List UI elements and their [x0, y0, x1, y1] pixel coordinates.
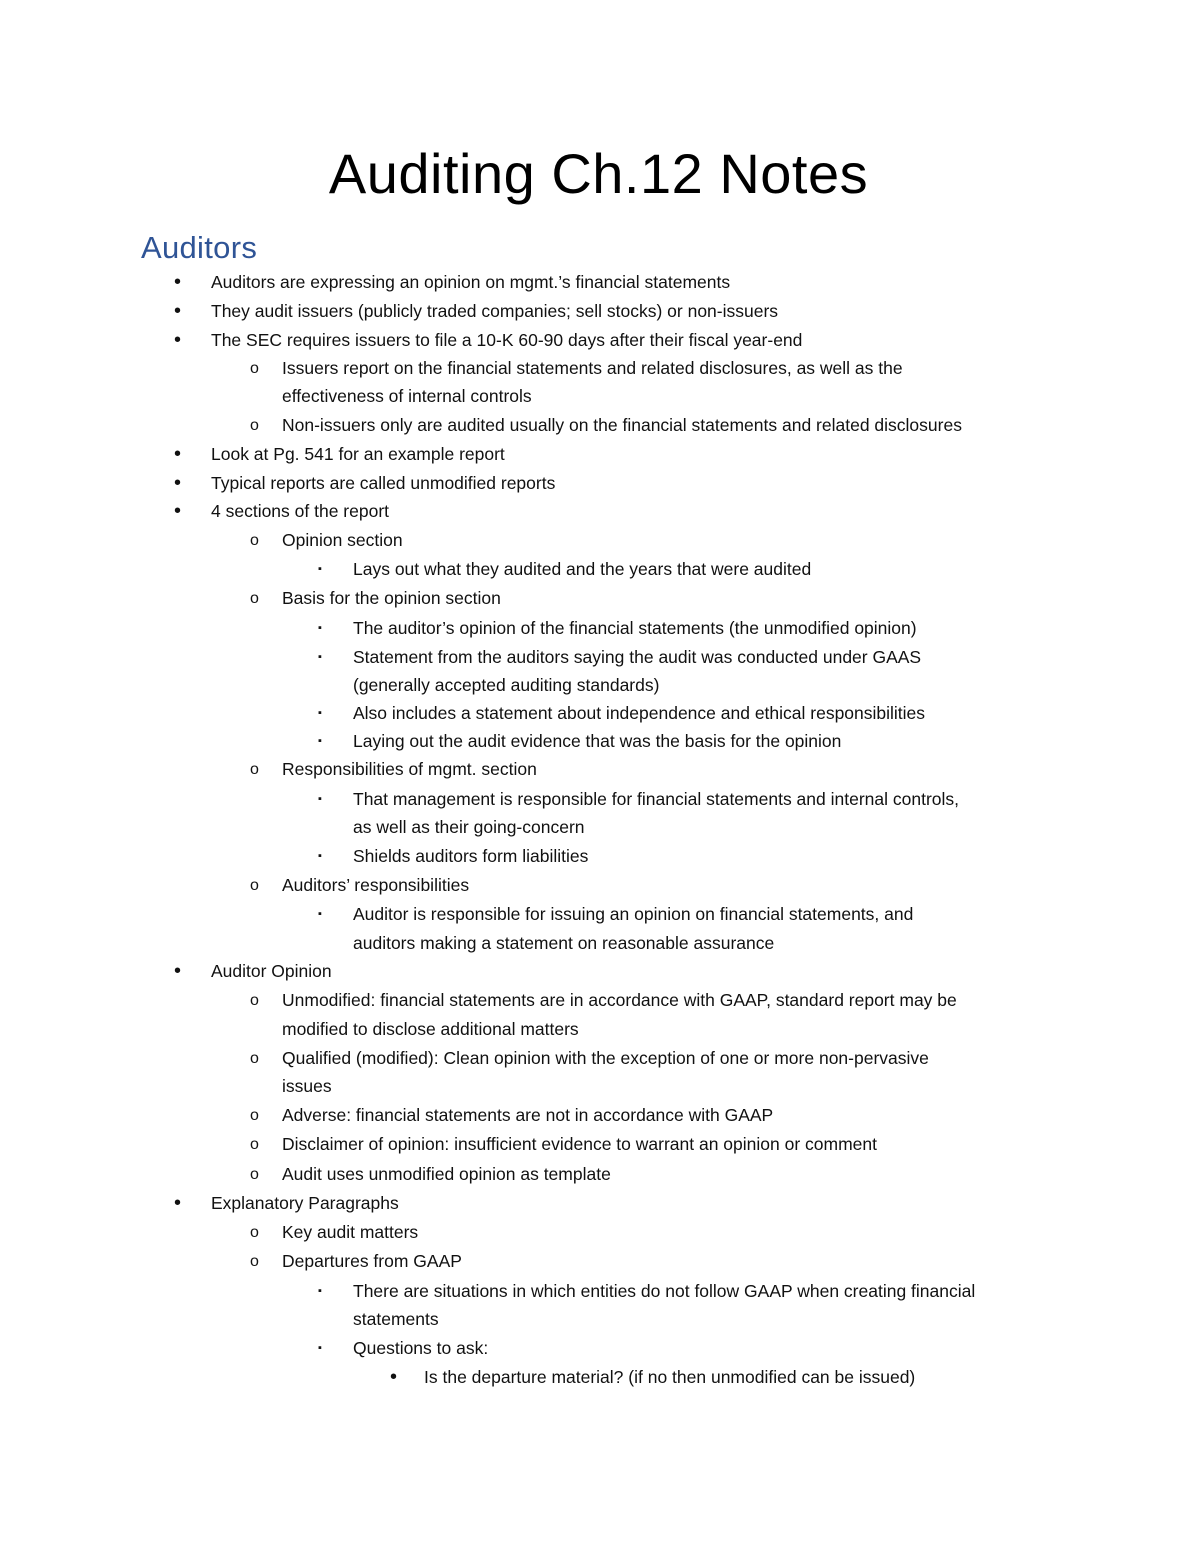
list-item: The SEC requires issuers to file a 10-K 60-90 days after their fiscal year-end: [211, 330, 803, 350]
list-item: Responsibilities of mgmt. section: [282, 759, 537, 779]
list-item: Questions to ask:: [353, 1338, 489, 1358]
bullet-marker: o: [250, 417, 259, 434]
bullet-marker: o: [250, 992, 259, 1009]
list-item: Lays out what they audited and the years that were audited: [353, 559, 812, 579]
bullet-marker: ▪: [318, 850, 322, 862]
bullet-marker: ▪: [318, 1285, 322, 1297]
bullet-marker: •: [174, 443, 182, 465]
document-title: Auditing Ch.12 Notes: [328, 142, 869, 205]
bullet-marker: •: [174, 300, 182, 322]
list-item: Look at Pg. 541 for an example report: [211, 444, 505, 464]
bullet-marker: o: [250, 761, 259, 778]
list-item: Shields auditors form liabilities: [353, 846, 589, 866]
bullet-marker: o: [250, 590, 259, 607]
bullet-marker: o: [250, 1050, 259, 1067]
list-item: There are situations in which entities do not follow GAAP when creating financial: [353, 1281, 976, 1301]
list-item: Departures from GAAP: [282, 1251, 462, 1271]
list-item: Qualified (modified): Clean opinion with the exception of one or more non-pervasive: [282, 1048, 929, 1068]
list-item: Auditors’ responsibilities: [282, 875, 470, 895]
list-item: Adverse: financial statements are not in accordance with GAAP: [282, 1105, 774, 1125]
bullet-marker: ▪: [318, 1342, 322, 1354]
list-item: Is the departure material? (if no then unmodified can be issued): [424, 1367, 916, 1387]
bullet-marker: •: [174, 271, 182, 293]
list-item: Non-issuers only are audited usually on the financial statements and related disclosures: [282, 415, 962, 435]
list-item: Typical reports are called unmodified reports: [211, 473, 556, 493]
list-item: statements: [353, 1309, 439, 1329]
bullet-marker: •: [174, 472, 182, 494]
bullet-marker: ▪: [318, 563, 322, 575]
bullet-marker: o: [250, 532, 259, 549]
list-item: Auditor Opinion: [211, 961, 332, 981]
list-item: Auditor is responsible for issuing an opinion on financial statements, and: [353, 904, 914, 924]
list-item: auditors making a statement on reasonable assurance: [353, 933, 775, 953]
list-item: Disclaimer of opinion: insufficient evidence to warrant an opinion or comment: [282, 1134, 877, 1154]
bullet-marker: o: [250, 1166, 259, 1183]
list-item: issues: [282, 1076, 332, 1096]
bullet-marker: ▪: [318, 735, 322, 747]
list-item: Explanatory Paragraphs: [211, 1193, 399, 1213]
bullet-marker: ▪: [318, 908, 322, 920]
bullet-marker: ▪: [318, 793, 322, 805]
bullet-marker: •: [174, 1192, 182, 1214]
list-item: Issuers report on the financial statements and related disclosures, as well as the: [282, 358, 903, 378]
list-item: Also includes a statement about independence and ethical responsibilities: [353, 703, 926, 723]
bullet-marker: o: [250, 1136, 259, 1153]
bullet-marker: •: [174, 960, 182, 982]
bullet-marker: ▪: [318, 651, 322, 663]
list-item: Opinion section: [282, 530, 403, 550]
bullet-marker: o: [250, 877, 259, 894]
list-item: Audit uses unmodified opinion as template: [282, 1164, 611, 1184]
list-item: (generally accepted auditing standards): [353, 675, 660, 695]
list-item: Key audit matters: [282, 1222, 419, 1242]
bullet-marker: •: [390, 1366, 398, 1388]
bullet-marker: ▪: [318, 622, 322, 634]
list-item: Unmodified: financial statements are in accordance with GAAP, standard report may be: [282, 990, 957, 1010]
section-heading-auditors: Auditors: [141, 230, 258, 265]
bullet-marker: •: [174, 329, 182, 351]
bullet-marker: o: [250, 1224, 259, 1241]
list-item: modified to disclose additional matters: [282, 1019, 579, 1039]
list-item: Auditors are expressing an opinion on mgmt.’s financial statements: [211, 272, 731, 292]
list-item: They audit issuers (publicly traded companies; sell stocks) or non-issuers: [211, 301, 779, 321]
list-item: as well as their going-concern: [353, 817, 585, 837]
list-item: That management is responsible for financial statements and internal controls,: [353, 789, 960, 809]
list-item: Laying out the audit evidence that was the basis for the opinion: [353, 731, 842, 751]
list-item: The auditor’s opinion of the financial statements (the unmodified opinion): [353, 618, 917, 638]
bullet-marker: ▪: [318, 707, 322, 719]
bullet-marker: o: [250, 360, 259, 377]
list-item: Statement from the auditors saying the audit was conducted under GAAS: [353, 647, 922, 667]
list-item: effectiveness of internal controls: [282, 386, 532, 406]
bullet-marker: o: [250, 1107, 259, 1124]
bullet-marker: •: [174, 500, 182, 522]
list-item: 4 sections of the report: [211, 501, 390, 521]
bullet-marker: o: [250, 1253, 259, 1270]
list-item: Basis for the opinion section: [282, 588, 501, 608]
